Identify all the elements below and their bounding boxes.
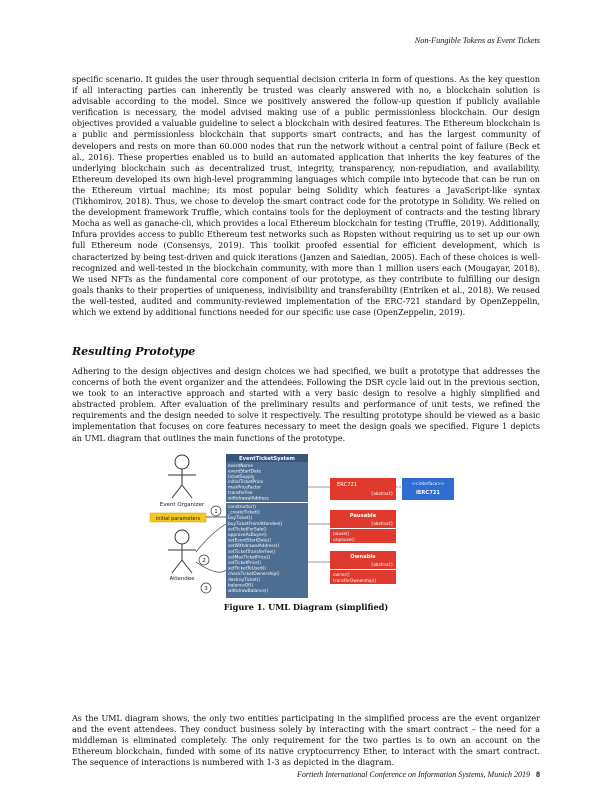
conference-name: Fortieth International Conference on Information Systems, Munich 2019	[296, 770, 530, 779]
step-1-label: 1	[214, 509, 218, 515]
page-footer	[297, 770, 540, 779]
paragraph-resulting-prototype: Adhering to the design objectives and design choices we had specified, we built a prototype that addresses the concerns of both the event organizer and the attendees. Following the DSR cycle laid out in the previous section, we took to an interactive approach and started with a very basic design to resolve a highly simplified and abstracted problem. After evaluation of the preliminary results and performance of unit tests, we refined the requirements and the design needed to solve it respectively. The resulting prototype should be viewed as a basic implementation that focuses on core features necessary to meet the design goals we specified. Figure 1 depicts an UML diagram that outlines the main functions of the prototype.	[72, 367, 540, 443]
class-method: setEventStartDate()	[228, 538, 271, 544]
erc721-abstract: {abstract}	[370, 491, 394, 496]
class-method: setTicketTransferFee()	[228, 549, 276, 555]
uml-diagram	[140, 452, 480, 600]
class-attribute: eventName	[228, 464, 253, 469]
attendee-actor	[168, 530, 196, 573]
interface-stereotype: <<interface>>	[411, 481, 445, 486]
class-method: setTicketPrice()	[228, 561, 262, 566]
actor-label-organizer: Event Organizer	[159, 502, 205, 508]
class-method: approveAsBuyer()	[228, 533, 267, 538]
class-method: constructor()	[228, 505, 256, 510]
class-method: _createTicket()	[228, 510, 260, 516]
class-attribute: maxPriceFactor	[228, 485, 261, 491]
ierc721-title: IERC721	[415, 490, 441, 496]
step-3-label: 3	[204, 586, 208, 592]
class-attribute: ticketSupply	[228, 474, 255, 480]
class-method: setTicketForSale()	[228, 527, 267, 533]
paragraph-design-choices: specific scenario. It guides the user through sequential decision criteria in form of questions. As the key question if all interacting parties can inherently be trusted was clearly answered with no, a blockchain solution is advisable according to the model. Since we positively answered the follow-up question if publicly available verification is necessary, the model advised making use of a public permissionless blockchain. Our design objectives provided a valuable guideline to select a blockchain with desired features. The Ethereum blockchain is a public and permissionless blockchain that supports smart contracts, and has the largest community of developers and rests on more than 60.000 nodes that run the network without a central point of failure (Beck et al., 2016). These properties enabled us to build an automated application that inherits the key features of the underlying blockchain such as decentralized trust, integrity, transparency, non-repudiation, and availability. Ethereum developed its own high-level programming languages which compile into bytecode that can be run on the Ethereum virtual machine; its most popular being Solidity which features a JavaScript-like syntax (Tikhomirov, 2018). Thus, we chose to develop the smart contract code for the prototype in Solidity. We relied on the development framework Truffle, which contains tools for the deployment of contracts and the testing library Mocha as well as ganache-cli, which provides a local Ethereum blockchain for testing (Truffle, 2019). Additionally, Infura provides access to public Ethereum test networks such as Ropsten without requiring us to set up our own full Ethereum node (Consensys, 2019). This toolkit proofed essential for efficient development, which is characterized by being test-driven and quick iterations (Janzen and Saiedian, 2005). Each of these choices is well-recognized and well-tested in the blockchain community, with more than 1 million users each (Mougayar, 2018). We used NFTs as the fundamental core component of our prototype, as they contribute to fulfilling our design goals thanks to their properties of uniqueness, indivisibility and transferability (Entriken et al., 2018). We reused the well-tested, audited and community-reviewed implementation of the ERC-721 standard by OpenZeppelin, which we extend by additional functions needed for our specific use case (OpenZeppelin, 2019).	[72, 75, 540, 317]
class-method: withdrawBalance()	[228, 589, 269, 594]
class-method: buyTicket()	[228, 516, 253, 522]
class-attribute: initialTicketPrice	[228, 480, 264, 486]
class-method: destroyTicket()	[228, 577, 261, 583]
pausable-abstract: {abstract}	[370, 521, 394, 526]
initial-parameters-label: initial parameters	[155, 515, 201, 522]
figure-caption: Figure 1. UML Diagram (simplified)	[223, 602, 389, 612]
running-header: Non-Fungible Tokens as Event Tickets	[414, 36, 540, 45]
class-attribute: transferFee	[228, 491, 253, 496]
pausable-title: Pausable	[349, 513, 377, 519]
pausable-method-unpause: unpause()	[333, 538, 355, 543]
class-method: buyTicketFromAttendee()	[228, 521, 283, 527]
ownable-method-owner: owner()	[333, 573, 350, 578]
class-attribute: eventStartDate	[228, 469, 262, 475]
ownable-method-transfer: transferOwnership()	[333, 579, 377, 584]
class-method: checkTicketOwnership()	[228, 572, 280, 578]
paragraph-uml-explanation: As the UML diagram shows, the only two entities participating in the simplified process are the event organizer and the event attendees. They conduct business solely by interacting with the smart contract – the need for a middleman is eliminated completely. The only requirement for the two parties is to own an account on the Ethereum blockchain, funded with some of its native cryptocurrency Ether, to interact with the smart contract. The sequence of interactions is numbered with 1-3 as depicted in the diagram.	[72, 714, 540, 768]
class-method: setWithdrawalAddress()	[228, 544, 280, 550]
class-method: setTicketToUsed()	[228, 566, 266, 572]
class-title: EventTicketSystem	[239, 456, 295, 462]
class-method: setMaxTicketPrice()	[228, 555, 270, 561]
class-attribute: withdrawalAddress	[228, 496, 269, 502]
actor-label-attendee: Attendee	[169, 576, 195, 582]
section-heading: Resulting Prototype	[72, 345, 196, 358]
page-number: 8	[536, 770, 540, 779]
class-method: balanceOf()	[228, 583, 254, 589]
event-organizer-actor	[168, 455, 196, 498]
pausable-method-pause: pause()	[333, 532, 350, 537]
step-2-label: 2	[202, 558, 206, 564]
erc721-title: ERC721	[337, 482, 358, 488]
ownable-title: Ownable	[350, 554, 376, 560]
ownable-abstract: {abstract}	[370, 562, 394, 567]
